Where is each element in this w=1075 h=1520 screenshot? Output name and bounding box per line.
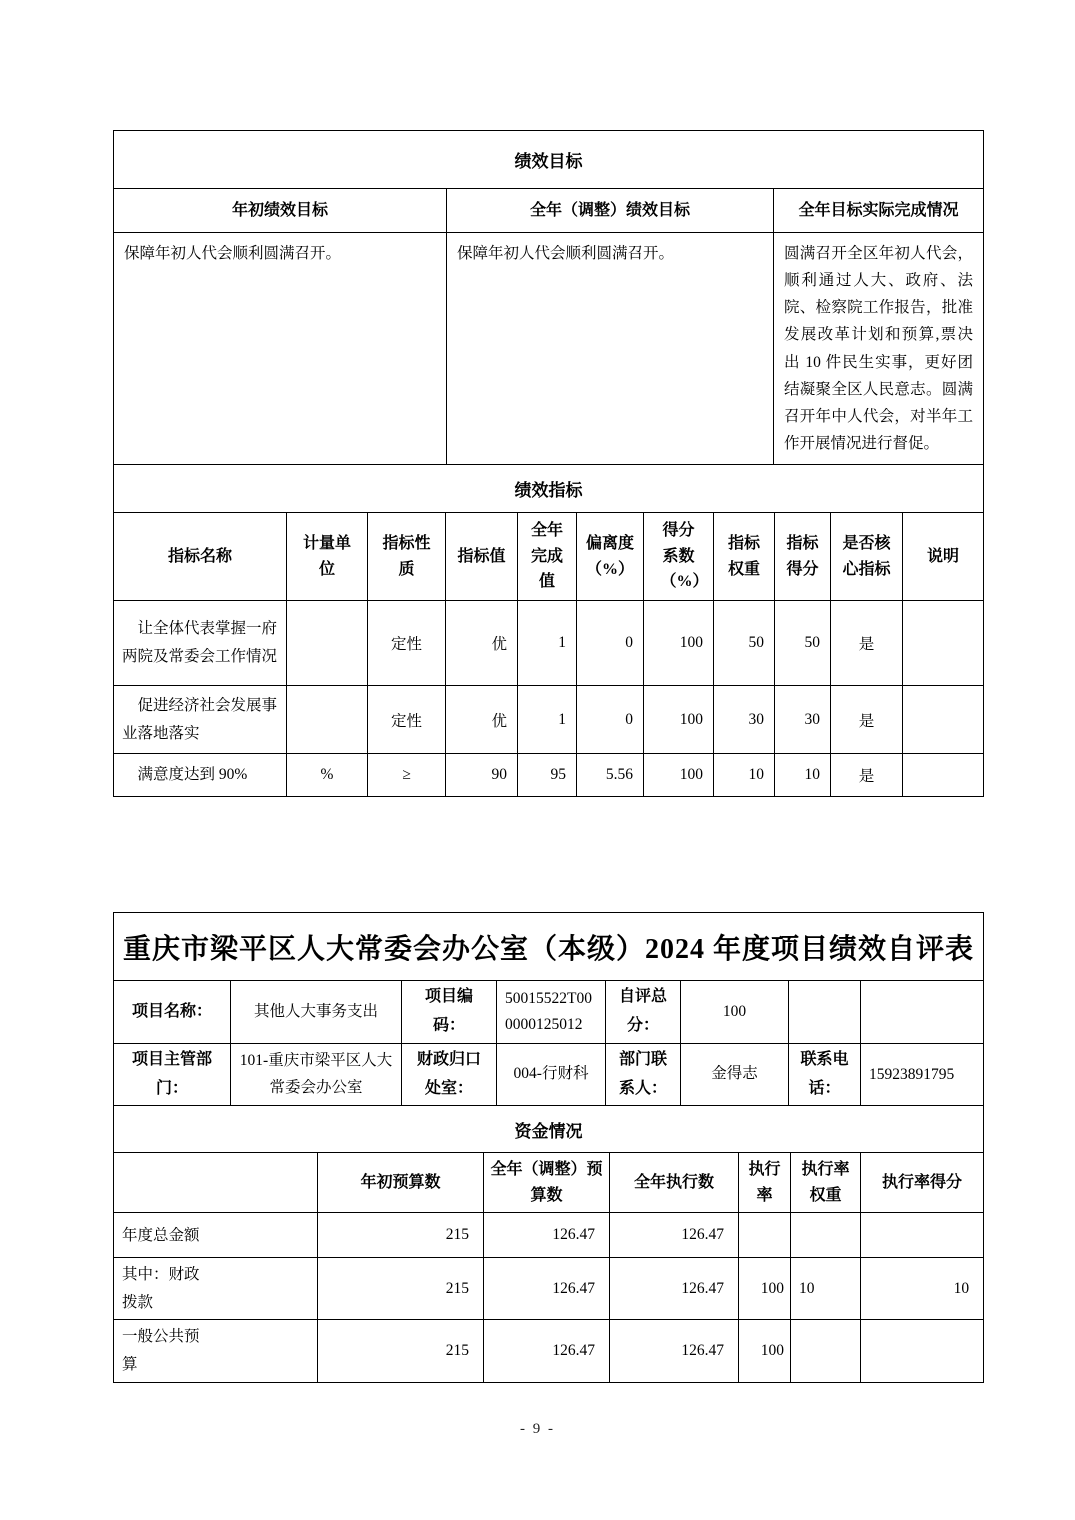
indicator-row <box>114 686 984 754</box>
indicator-target-cell: 优 <box>446 601 518 686</box>
indicator-score-cell: 10 <box>775 754 831 797</box>
indicator-weight-cell: 30 <box>714 686 775 754</box>
indicator-note-cell <box>903 601 984 686</box>
initial-budget-cell: 215 <box>318 1258 484 1320</box>
indicator-target-cell: 优 <box>446 686 518 754</box>
indicator-core-cell: 是 <box>831 754 903 797</box>
self-eval-title-table <box>113 912 984 981</box>
execution-rate-cell: 100 <box>739 1320 791 1383</box>
project-code-label: 项目编码： <box>402 981 497 1044</box>
indicator-deviation-cell: 0 <box>577 686 644 754</box>
funds-row <box>114 1320 984 1383</box>
execution-rate-cell: 100 <box>739 1258 791 1320</box>
indicator-row <box>114 754 984 797</box>
funds-row-label: 一般公共预算 <box>114 1320 318 1383</box>
self-eval-title: 重庆市梁平区人大常委会办公室（本级）2024 年度项目绩效自评表 <box>114 913 984 981</box>
col-header-completed-value: 全年完成值 <box>518 513 577 601</box>
indicator-core-cell: 是 <box>831 686 903 754</box>
self-score-value: 100 <box>681 981 789 1044</box>
adjusted-budget-cell: 126.47 <box>484 1258 610 1320</box>
indicator-nature-cell: ≥ <box>368 754 446 797</box>
dept-value: 101-重庆市梁平区人大常委会办公室 <box>231 1043 402 1106</box>
indicator-completed-cell: 95 <box>518 754 577 797</box>
adjusted-budget-cell: 126.47 <box>484 1320 610 1383</box>
indicator-deviation-cell: 0 <box>577 601 644 686</box>
indicator-score-cell: 50 <box>775 601 831 686</box>
col-header-adjusted-budget: 全年（调整）预算数 <box>484 1153 610 1213</box>
funds-section-title: 资金情况 <box>114 1106 984 1153</box>
contact-label: 部门联系人： <box>606 1043 681 1106</box>
indicator-weight-cell: 10 <box>714 754 775 797</box>
indicator-completed-cell: 1 <box>518 686 577 754</box>
perf-goals-table <box>113 130 984 465</box>
self-eval-info-table <box>113 980 984 1106</box>
indicator-note-cell <box>903 754 984 797</box>
indicator-name-cell: 促进经济社会发展事业落地落实 <box>114 686 287 754</box>
initial-goal-cell: 保障年初人代会顺利圆满召开。 <box>114 233 447 465</box>
col-header-note: 说明 <box>903 513 984 601</box>
funds-table <box>113 1105 984 1383</box>
col-header-nature: 指标性质 <box>368 513 446 601</box>
rate-weight-cell: 10 <box>791 1258 861 1320</box>
funds-row <box>114 1258 984 1320</box>
indicator-score-coeff-cell: 100 <box>644 601 714 686</box>
adjusted-goal-cell: 保障年初人代会顺利圆满召开。 <box>447 233 774 465</box>
execution-rate-cell <box>739 1213 791 1258</box>
indicator-score-cell: 30 <box>775 686 831 754</box>
col-header-actual-completion: 全年目标实际完成情况 <box>774 189 984 233</box>
indicator-score-coeff-cell: 100 <box>644 686 714 754</box>
col-header-execution-rate: 执行率 <box>739 1153 791 1213</box>
col-header-initial-budget: 年初预算数 <box>318 1153 484 1213</box>
document-content <box>113 0 983 1383</box>
indicator-deviation-cell: 5.56 <box>577 754 644 797</box>
funds-row-label: 其中：财政拨款 <box>114 1258 318 1320</box>
contact-value: 金得志 <box>681 1043 789 1106</box>
phone-value: 15923891795 <box>861 1043 984 1106</box>
initial-budget-cell: 215 <box>318 1213 484 1258</box>
project-name-label: 项目名称： <box>114 981 231 1044</box>
funds-header-empty <box>114 1153 318 1213</box>
col-header-indicator-name: 指标名称 <box>114 513 287 601</box>
executed-amount-cell: 126.47 <box>610 1258 739 1320</box>
col-header-core-indicator: 是否核心指标 <box>831 513 903 601</box>
project-code-value: 50015522T000000125012 <box>497 981 606 1044</box>
indicator-core-cell: 是 <box>831 601 903 686</box>
indicator-weight-cell: 50 <box>714 601 775 686</box>
rate-score-cell <box>861 1320 984 1383</box>
phone-label: 联系电话： <box>789 1043 861 1106</box>
indicator-name-cell: 让全体代表掌握一府两院及常委会工作情况 <box>114 601 287 686</box>
perf-indicators-table <box>113 464 984 797</box>
rate-weight-cell <box>791 1320 861 1383</box>
rate-score-cell: 10 <box>861 1258 984 1320</box>
empty-cell <box>861 981 984 1044</box>
perf-goals-section-title: 绩效目标 <box>114 131 984 189</box>
col-header-score: 指标得分 <box>775 513 831 601</box>
col-header-target-value: 指标值 <box>446 513 518 601</box>
finance-office-label: 财政归口处室： <box>402 1043 497 1106</box>
indicator-unit-cell <box>287 601 368 686</box>
executed-amount-cell: 126.47 <box>610 1320 739 1383</box>
finance-office-value: 004-行财科 <box>497 1043 606 1106</box>
col-header-deviation: 偏离度（%） <box>577 513 644 601</box>
col-header-adjusted-goal: 全年（调整）绩效目标 <box>447 189 774 233</box>
adjusted-budget-cell: 126.47 <box>484 1213 610 1258</box>
col-header-weight: 指标权重 <box>714 513 775 601</box>
indicator-unit-cell: % <box>287 754 368 797</box>
project-name-value: 其他人大事务支出 <box>231 981 402 1044</box>
executed-amount-cell: 126.47 <box>610 1213 739 1258</box>
indicator-row <box>114 601 984 686</box>
col-header-unit: 计量单位 <box>287 513 368 601</box>
rate-weight-cell <box>791 1213 861 1258</box>
col-header-score-coeff: 得分系数（%） <box>644 513 714 601</box>
indicator-completed-cell: 1 <box>518 601 577 686</box>
indicator-score-coeff-cell: 100 <box>644 754 714 797</box>
dept-label: 项目主管部门： <box>114 1043 231 1106</box>
indicator-name-cell: 满意度达到 90% <box>114 754 287 797</box>
perf-indicators-section-title: 绩效指标 <box>114 465 984 513</box>
indicator-nature-cell: 定性 <box>368 686 446 754</box>
indicator-unit-cell <box>287 686 368 754</box>
page-number: - 9 - <box>520 1421 555 1438</box>
empty-cell <box>789 981 861 1044</box>
indicator-target-cell: 90 <box>446 754 518 797</box>
col-header-initial-goal: 年初绩效目标 <box>114 189 447 233</box>
funds-row-label: 年度总金额 <box>114 1213 318 1258</box>
actual-completion-cell: 圆满召开全区年初人代会，顺利通过人大、政府、法院、检察院工作报告，批准发展改革计划和预算,票决出 10 件民生实事，更好团结凝聚全区人民意志。圆满召开年中人代会，对半年工作开展情况进行督促。 <box>774 233 984 465</box>
funds-row <box>114 1213 984 1258</box>
rate-score-cell <box>861 1213 984 1258</box>
col-header-rate-weight: 执行率权重 <box>791 1153 861 1213</box>
indicator-note-cell <box>903 686 984 754</box>
initial-budget-cell: 215 <box>318 1320 484 1383</box>
indicator-nature-cell: 定性 <box>368 601 446 686</box>
col-header-rate-score: 执行率得分 <box>861 1153 984 1213</box>
self-score-label: 自评总分： <box>606 981 681 1044</box>
col-header-executed-amount: 全年执行数 <box>610 1153 739 1213</box>
